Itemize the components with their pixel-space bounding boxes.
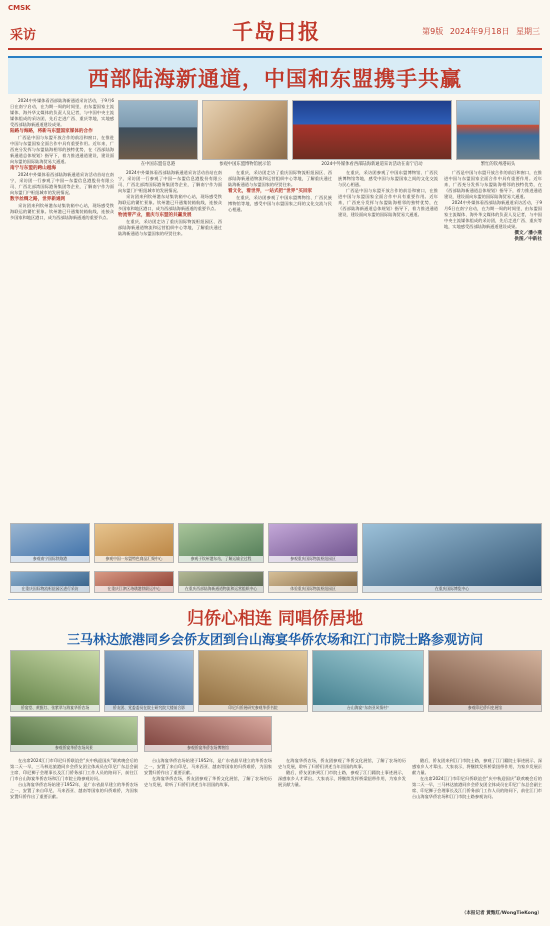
photo-caption-bottom-5: 参观印尼侨归史展馆	[429, 705, 541, 711]
photo-caption-bottom-2: 侨友团、党委委员在院士研究院大楼前合影	[105, 705, 193, 711]
story1-paragraph-3: 采访团来到钦州港东站集装箱中心站，现场感受铁海联运的繁忙景象。钦州港已开通集装箱航线，连接众多国家和地区港口，成为西部陆海新通道的重要节点。	[10, 203, 114, 220]
story1-paragraph-1b: 广西是中国与东盟开放合作的前沿和窗口，在推进中国与东盟国家全面合作中具有重要作用。近年来，广西充分发挥与东盟陆海相邻的独特优势，在《西部陆海新通道总体规划》指导下，着力推进通道建设，建设面向东盟的国际陆海贸易大通道。	[338, 188, 438, 217]
story2-column-1	[10, 758, 138, 918]
photo-caption-middle-1: 参观南宁国际铁路港	[11, 556, 89, 562]
photo-bottom-4	[312, 650, 424, 712]
story1-paragraph-2: 2024中外媒体看西部陆海新通道采访活动首站在南宁，采访团一行参观了中国—东盟信息港股份有限公司、广西北部湾国际港务集团等企业，了解南宁作为面向东盟门户枢纽城市的发展情况。	[10, 172, 114, 195]
story2-paragraph-2: 台山海宴华侨农场始建于1952年，是广东省最早建立的华侨农场之一，安置了来自印尼、马来西亚、越南等国家的归侨难侨，为国家安置归侨作出了重要贡献。	[10, 782, 138, 799]
story1-paragraph-2b: 2024中外媒体看西部陆海新通道采访活动首站在南宁，采访团一行参观了中国—东盟信息港股份有限公司、广西北部湾国际港务集团等企业，了解南宁作为面向东盟门户枢纽城市的发展情况。	[118, 170, 222, 193]
story2-column-3	[278, 758, 406, 918]
photo-caption-middle-7: 在重庆西部陆海新通道物流和运营组织中心	[179, 586, 263, 592]
story1-lead: 2024中外媒体看西部陆海新通道采访活动，于9月6日在南宁启动，在为期一周的时间里，由东盟国家主流媒体、海外华文媒体的负责人及记者，与中国中央主流媒体组成的采访团，先后走进广西、重庆等地，实地感受西部陆海新通道建设成果。	[10, 98, 114, 127]
photo-middle-3	[178, 523, 264, 563]
story1-paragraph-5b: 在重庆，采访团参观了中国东盟博物馆、广西民族博物馆等地，感受中国与东盟国家之间的文化交流与民心相通。	[338, 170, 438, 187]
photo-bottom-5	[428, 650, 542, 712]
photo-qinzhou-port	[456, 100, 540, 160]
story1-paragraph-4b: 在重庆，采访团走访了重庆国际物流枢纽园区、西部陆海新通道物流和运营组织中心等地，了解重庆通过陆海新通道与东盟国家的经贸往来。	[228, 170, 332, 187]
photo-bottom-6	[10, 716, 138, 752]
photo-caption-bottom-7: 参观侨宴华侨农场博物馆	[145, 745, 271, 751]
page-number: 第9版	[422, 27, 444, 36]
story1-column-1	[10, 98, 114, 568]
paper-logo: 千岛日报	[232, 19, 320, 44]
story1-subhead-4: 物流带产业，重庆与东盟的共赢发展	[118, 213, 192, 218]
story1-subhead-2: 南宁与东盟的跨山越海	[10, 166, 56, 171]
photo-caption-top-4: 繁忙的钦州港码头	[480, 162, 516, 167]
photo-middle-8	[268, 571, 358, 593]
issue-date: 2024年9月18日	[449, 27, 510, 36]
photo-caption-middle-3: 参观于钦州港东站，了解运输全过程	[179, 556, 263, 562]
photo-caption-bottom-4: 台山海宴“东南亚风情村”	[313, 705, 423, 711]
photo-launch-ceremony	[292, 100, 452, 160]
story2-paragraph-3b: 在海宴华侨农场，侨友团参观了华侨文化展馆，了解了农场的历史与发展，聆听了归侨们讲述当年回国的故事。	[278, 758, 406, 769]
story1-paragraph-4: 在重庆，采访团走访了重庆国际物流枢纽园区、西部陆海新通道物流和运营组织中心等地，了解重庆通过陆海新通道与东盟国家的经贸往来。	[118, 219, 222, 236]
photo-bottom-3	[198, 650, 308, 712]
story2-rule	[8, 599, 542, 600]
photo-middle-2	[94, 523, 174, 563]
story2-paragraph-4: 随后，侨友团来到江门市院士路，参观了江门籍院士事迹展示，深感家乡人才辈出。大家表示，将继续发挥桥梁纽带作用，为家乡发展贡献力量。	[278, 770, 406, 787]
story2-subheadline: 三马林达旅港同乡会侨友团到台山海宴华侨农场和江门市院士路参观访问	[66, 633, 483, 648]
story2-paragraph-2b: 台山海宴华侨农场始建于1952年，是广东省最早建立的华侨农场之一，安置了来自印尼、马来西亚、越南等国家的归侨难侨，为国家安置归侨作出了重要贡献。	[144, 758, 272, 775]
masthead	[0, 16, 550, 46]
corner-logo: CMSK	[8, 4, 31, 12]
section-label: 采访	[10, 28, 37, 43]
story1-subhead-5: 看文化，看世界，一站式把“世界”买回家	[228, 189, 313, 194]
story1-column-2	[118, 170, 222, 518]
photo-middle-9	[362, 523, 542, 593]
story2-credit: （本报记者 黄甄红/WongTieKong）	[461, 911, 542, 916]
story1-paragraph-1c: 广西是中国与东盟开放合作的前沿和窗口，在推进中国与东盟国家全面合作中具有重要作用。近年来，广西充分发挥与东盟陆海相邻的独特优势，在《西部陆海新通道总体规划》指导下，着力推进通道建设，建设面向东盟的国际陆海贸易大通道。	[444, 170, 542, 199]
story2-headline: 归侨心相连 同唱侨居地	[187, 609, 363, 629]
photo-caption-bottom-3: 印尼归侨展研究参观华侨书院	[199, 705, 307, 711]
story2-column-2	[144, 758, 272, 918]
photo-caption-bottom-1: 侨宴堂、黄甄红、张紫翠与海宴华侨农场	[11, 705, 99, 711]
photo-middle-1	[10, 523, 90, 563]
story1-paragraph-5: 在重庆，采访团参观了中国东盟博物馆、广西民族博物馆等地，感受中国与东盟国家之间的文化交流与民心相通。	[228, 195, 332, 212]
story1-credit-photo: 供图／中新社	[514, 237, 542, 242]
photo-caption-middle-6: 在重庆江津区珞璜港铁联运中心	[95, 586, 173, 592]
story1-lead-b: 2024中外媒体看西部陆海新通道采访活动，于9月6日在南宁启动，在为期一周的时间里，由东盟国家主流媒体、海外华文媒体的负责人及记者，与中国中央主流媒体组成的采访团，先后走进广西、重庆等地，实地感受西部陆海新通道建设成果。	[444, 200, 542, 229]
photo-caption-middle-4: 参观重庆国际物流枢纽园区	[269, 556, 357, 562]
story1-credit-writer: 撰文／潘小燕	[514, 231, 542, 236]
story2-paragraph-1b: 在出席2024江门市印尼归侨联谊会“庆中秋迎国庆”联欢晚会后的第二天一早，三马林达旅港同乡会侨友团全体成员在印尼广东总会副主席、印尼狮子会理事长及江门侨务部门工作人员的陪同下，前往江门市台山海宴华侨农场和江门市院士路参观访问。	[412, 776, 542, 799]
photo-museum-visit	[202, 100, 288, 160]
masthead-rule	[8, 48, 542, 50]
story1-headline: 西部陆海新通道，中国和东盟携手共赢	[88, 67, 462, 91]
photo-bottom-7	[144, 716, 272, 752]
story2-paragraph-1: 在出席2024江门市印尼归侨联谊会“庆中秋迎国庆”联欢晚会后的第二天一早，三马林达旅港同乡会侨友团全体成员在印尼广东总会副主席、印尼狮子会理事长及江门侨务部门工作人员的陪同下，前往江门市台山海宴华侨农场和江门市院士路参观访问。	[10, 758, 138, 781]
photo-info-harbour	[118, 100, 198, 160]
photo-caption-top-3: 2024中外媒体看西部陆海新通道采访活动在南宁启动	[321, 162, 423, 167]
story1-subhead-3: 数字丝绸之路，世界新通网	[10, 197, 66, 202]
photo-caption-middle-8: 体验重庆国际物流枢纽园区	[269, 586, 357, 592]
story1-headline-band	[8, 56, 542, 94]
photo-middle-7	[178, 571, 264, 593]
story1-column-3	[228, 170, 332, 518]
photo-caption-middle-5: 在重庆国际物流枢纽园区进行采访	[11, 586, 89, 592]
photo-caption-top-2: 参观中国东盟博物馆展示馆	[219, 162, 271, 167]
issue-weekday: 星期三	[516, 27, 540, 36]
photo-caption-bottom-6: 参观侨宴华侨农场风景	[11, 745, 137, 751]
photo-caption-top-1: 在中国东盟信息港	[140, 162, 176, 167]
story2-paragraph-3: 在海宴华侨农场，侨友团参观了华侨文化展馆，了解了农场的历史与发展，聆听了归侨们讲述当年回国的故事。	[144, 776, 272, 787]
photo-middle-4	[268, 523, 358, 563]
issue-info	[418, 26, 540, 37]
story1-paragraph-1: 广西是中国与东盟开放合作的前沿和窗口，在推进中国与东盟国家全面合作中具有重要作用。近年来，广西充分发挥与东盟陆海相邻的独特优势，在《西部陆海新通道总体规划》指导下，着力推进通道建设，建设面向东盟的国际陆海贸易大通道。	[10, 135, 114, 164]
photo-middle-6	[94, 571, 174, 593]
photo-caption-middle-9: 在重庆国际博览中心	[363, 586, 541, 592]
photo-bottom-2	[104, 650, 194, 712]
photo-caption-middle-2: 参观中国一东盟特色商品汇聚中心	[95, 556, 173, 562]
story1-column-4	[338, 170, 438, 518]
story1-subhead-1: 陆路与海路，将新马东盟国家媒体的合作	[10, 129, 93, 134]
story1-paragraph-3b: 采访团来到钦州港东站集装箱中心站，现场感受铁海联运的繁忙景象。钦州港已开通集装箱航线，连接众多国家和地区港口，成为西部陆海新通道的重要节点。	[118, 194, 222, 211]
photo-bottom-1	[10, 650, 100, 712]
story1-column-5	[444, 170, 542, 520]
photo-middle-5	[10, 571, 90, 593]
story2-paragraph-4b: 随后，侨友团来到江门市院士路，参观了江门籍院士事迹展示，深感家乡人才辈出。大家表示，将继续发挥桥梁纽带作用，为家乡发展贡献力量。	[412, 758, 542, 775]
story2-column-4	[412, 758, 542, 908]
